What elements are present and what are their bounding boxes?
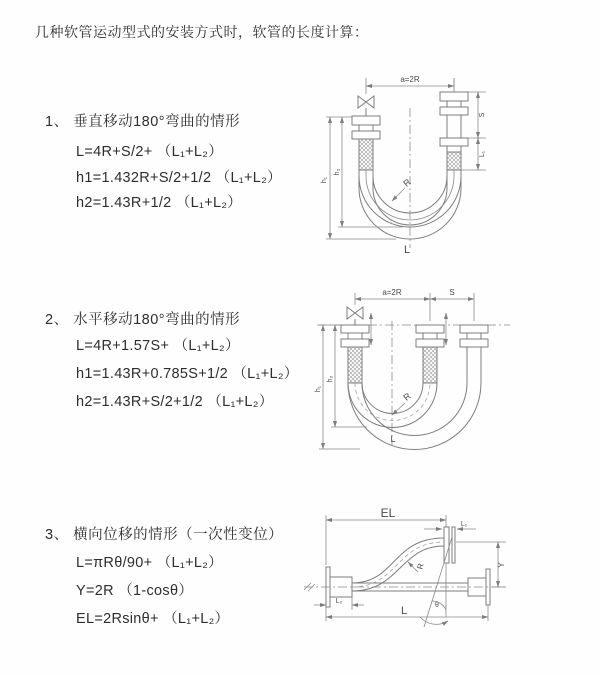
dim-label-r: R <box>401 176 413 189</box>
valve-icon <box>347 307 363 325</box>
diagram-horizontal-180-bend <box>305 283 595 475</box>
formula-line: EL=2Rsinθ+ （L₁+L₂） <box>76 611 230 627</box>
formula-line: h1=1.43R+0.785S+1/2 （L₁+L₂） <box>76 366 299 382</box>
dim-label-el: EL <box>380 506 396 520</box>
right-pipe-fitting <box>440 78 468 170</box>
section-2-heading: 2、 水平移动180°弯曲的情形 <box>45 312 241 328</box>
dim-label-l: L <box>390 434 396 444</box>
dim-label-l1: L₁ <box>460 521 468 528</box>
diagram-lateral-displacement <box>296 505 598 657</box>
section-3-heading: 3、 横向位移的情形（一次性变位） <box>45 527 284 543</box>
dim-label-h2: h₂ <box>334 168 341 176</box>
formula-line: Y=2R （1-cosθ） <box>76 583 194 599</box>
centerlines <box>304 583 506 591</box>
dim-label-l2: L₂ <box>335 598 343 605</box>
section-1-heading: 1、 垂直移动180°弯曲的情形 <box>45 114 241 130</box>
dim-label-h2: h₂ <box>327 375 334 383</box>
valve-icon <box>358 96 374 116</box>
left-pipe-fitting <box>352 116 380 170</box>
angle-construction <box>420 537 452 627</box>
dim-label-r: R <box>415 562 426 571</box>
dim-label-l: L <box>403 244 411 256</box>
dimension-h1-h2 <box>326 117 403 239</box>
formula-line: L=πRθ/90+ （L₁+L₂） <box>76 555 223 571</box>
middle-pipe-fitting <box>416 325 444 383</box>
formula-line: h2=1.43R+S/2+1/2 （L₁+L₂） <box>76 394 274 410</box>
dim-label-a2r: a=2R <box>382 288 402 297</box>
diagram-vertical-180-bend <box>308 70 593 266</box>
formula-line: L=4R+1.57S+ （L₁+L₂） <box>76 338 240 354</box>
dim-label-y: Y <box>497 562 506 568</box>
dim-label-s: S <box>449 288 455 297</box>
hose-u-curves <box>348 347 481 450</box>
dim-label-s: S <box>479 112 486 118</box>
radius-leader <box>392 188 405 201</box>
dim-label-r: R <box>401 390 413 403</box>
dim-label-l1: L₁ <box>479 150 486 158</box>
formula-line: L=4R+S/2+ （L₁+L₂） <box>76 144 224 160</box>
dimension-s-l1 <box>461 92 486 170</box>
dimension-a-2r <box>355 293 474 321</box>
page-title: 几种软管运动型式的安装方式时，软管的长度计算： <box>35 24 369 40</box>
dim-label-h1: h₁ <box>315 385 322 393</box>
left-pipe-fitting <box>341 325 369 383</box>
right-pipe-fitting <box>460 325 488 347</box>
formula-line: h1=1.432R+S/2+1/2 （L₁+L₂） <box>76 170 282 186</box>
formula-line: h2=1.43R+1/2 （L₁+L₂） <box>76 195 243 211</box>
dim-label-a2r: a=2R <box>400 75 420 84</box>
dim-label-h1: h₁ <box>321 176 328 184</box>
dim-label-theta: θ <box>435 602 439 609</box>
dim-label-l: L <box>400 605 408 617</box>
